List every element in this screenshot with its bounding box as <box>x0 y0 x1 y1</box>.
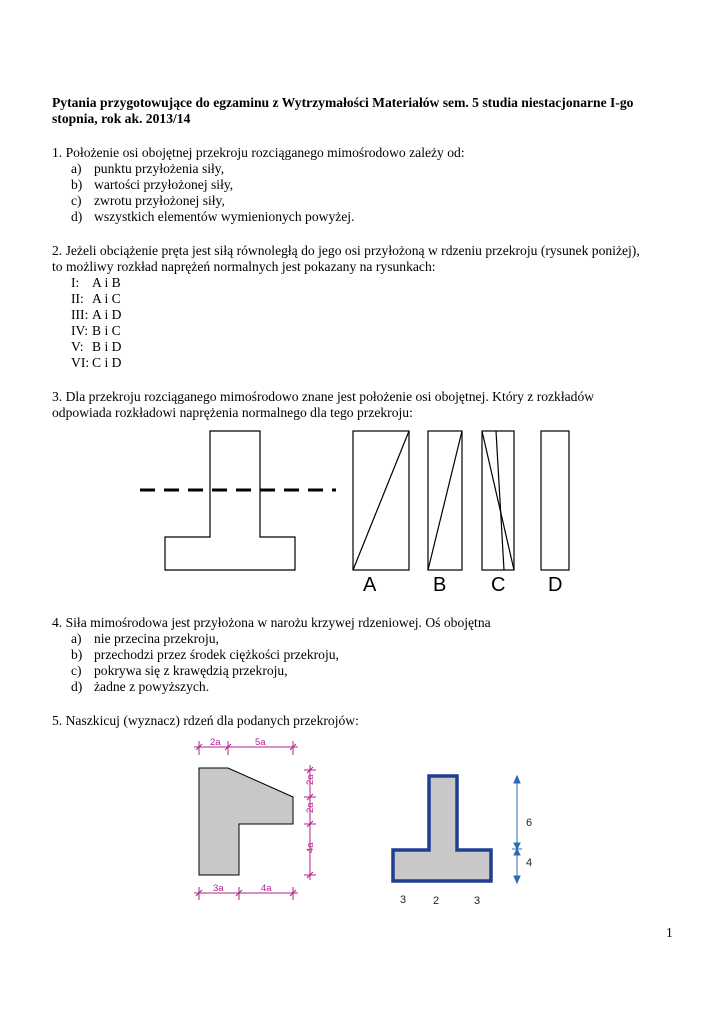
q4-option-text: przechodzi przez środek ciężkości przekroju, <box>94 647 339 662</box>
dim-label: 4 <box>526 857 533 869</box>
q3-text-line2: odpowiada rozkładowi naprężenia normalnego dla tego przekroju: <box>52 405 413 420</box>
q4-option-mark: b) <box>71 647 83 662</box>
dim-label: 3 <box>400 894 407 906</box>
stress-diagram-c <box>482 431 514 570</box>
q3-figure <box>130 425 590 595</box>
l-cross-section <box>199 768 293 875</box>
q3-text-line1: 3. Dla przekroju rozciąganego mimośrodowo znane jest położenie osi obojętnej. Który z rozkładów <box>52 389 595 404</box>
q2-option-text: C i D <box>92 355 122 370</box>
q1-option-mark: d) <box>71 209 83 224</box>
q2-option-mark: III: <box>71 307 89 322</box>
q2-option-mark: II: <box>71 291 84 306</box>
t-section-shaded <box>393 776 491 881</box>
q4-option-text: pokrywa się z krawędzią przekroju, <box>94 663 288 678</box>
q1-option-text: wartości przyłożonej siły, <box>94 177 234 192</box>
q2-option-text: B i C <box>92 323 121 338</box>
dim-label: 2a <box>210 737 221 748</box>
dim-label: 2a <box>305 774 316 785</box>
diagram-label-b: B <box>433 574 447 595</box>
dim-label: 4a <box>305 842 316 853</box>
diagram-label-c: C <box>491 574 506 595</box>
q2-option-mark: IV: <box>71 323 89 338</box>
q1-option-mark: c) <box>71 193 82 208</box>
q4-option-text: żadne z powyższych. <box>94 679 210 694</box>
q2-option-text: A i B <box>92 275 121 290</box>
stress-diagram-b <box>428 431 462 570</box>
q2-option-mark: VI: <box>71 355 90 370</box>
q4-option-text: nie przecina przekroju, <box>94 631 219 646</box>
page-number: 1 <box>666 925 673 940</box>
doc-title-line2: stopnia, rok ak. 2013/14 <box>52 111 191 126</box>
q4-option-mark: a) <box>71 631 82 646</box>
q2-option-mark: V: <box>71 339 84 354</box>
stress-diagram-a <box>353 431 409 570</box>
q5-text: 5. Naszkicuj (wyznacz) rdzeń dla podanych przekrojów: <box>52 713 359 728</box>
q2-text-line2: to możliwy rozkład naprężeń normalnych jest pokazany na rysunkach: <box>52 259 436 274</box>
dim-label: 4a <box>261 883 272 894</box>
q2-option-text: A i D <box>92 307 122 322</box>
q1-option-text: punktu przyłożenia siły, <box>94 161 225 176</box>
dim-label: 5a <box>255 737 266 748</box>
q2-option-text: A i C <box>92 291 121 306</box>
q5-figure-2 <box>385 765 550 915</box>
dim-label: 6 <box>526 817 533 829</box>
q1-option-text: zwrotu przyłożonej siły, <box>94 193 225 208</box>
dim-label: 2a <box>305 802 316 813</box>
t-cross-section <box>165 431 295 570</box>
dim-label: 3a <box>213 883 224 894</box>
doc-title-line1: Pytania przygotowujące do egzaminu z Wytrzymałości Materiałów sem. 5 studia niestacjonarne I-go <box>52 95 634 110</box>
q1-option-mark: b) <box>71 177 83 192</box>
dim-label: 2 <box>433 895 440 907</box>
stress-diagram-d <box>541 431 569 570</box>
diagram-label-d: D <box>548 574 563 595</box>
dim-label: 3 <box>474 895 481 907</box>
q2-option-text: B i D <box>92 339 122 354</box>
q4-text: 4. Siła mimośrodowa jest przyłożona w narożu krzywej rdzeniowej. Oś obojętna <box>52 615 491 630</box>
q4-option-mark: c) <box>71 663 82 678</box>
diagram-label-a: A <box>363 574 377 595</box>
q2-option-mark: I: <box>71 275 80 290</box>
q5-figure-1 <box>185 735 335 910</box>
q1-text: 1. Położenie osi obojętnej przekroju rozciąganego mimośrodowo zależy od: <box>52 145 465 160</box>
q4-option-mark: d) <box>71 679 83 694</box>
q1-option-text: wszystkich elementów wymienionych powyżej. <box>94 209 355 224</box>
q2-text-line1: 2. Jeżeli obciążenie pręta jest siłą równoległą do jego osi przyłożoną w rdzeniu przekroju (rysunek poniżej), <box>52 243 640 258</box>
q1-option-mark: a) <box>71 161 82 176</box>
